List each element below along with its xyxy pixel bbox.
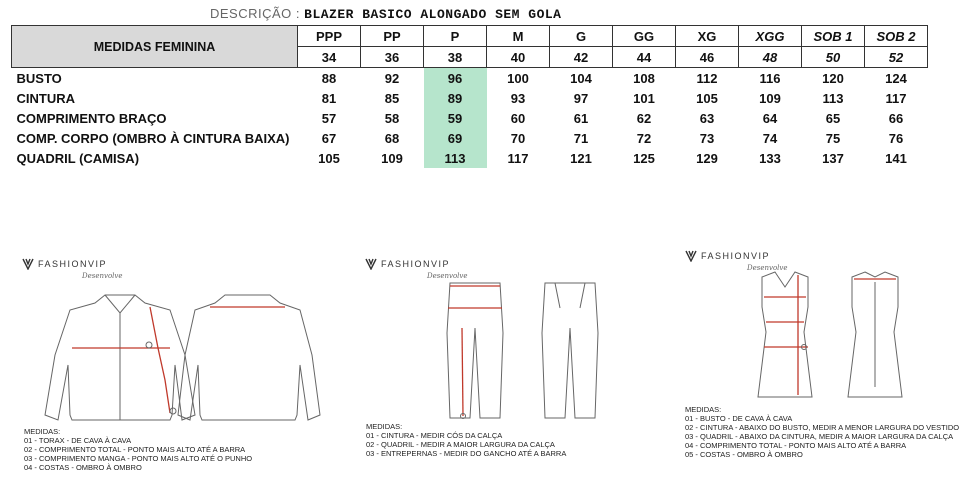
table-cell: 92 [384,70,400,86]
dress-panel [680,242,965,482]
table-cell: 141 [885,150,907,166]
size-number: 50 [802,47,865,68]
size-number: 36 [361,47,424,68]
table-cell: 113 [424,148,487,168]
size-label: GG [613,26,676,47]
table-cell: 121 [570,150,592,166]
brand-logo [685,250,788,272]
shirt-panel [10,250,330,485]
table-cell: 137 [822,150,844,166]
size-number: 34 [298,47,361,68]
description-value: BLAZER BASICO ALONGADO SEM GOLA [304,7,562,22]
brand-tag: Desenvolve [427,272,468,280]
note-line: 01 - TORAX - DE CAVA À CAVA [24,436,132,445]
dress-diagram [680,267,965,402]
row-label: CINTURA [16,90,75,106]
note-line: 04 - COMPRIMENTO TOTAL - PONTO MAIS ALTO ATÉ A BARRA [685,441,907,450]
table-cell: 73 [699,130,715,146]
note-line: 01 - BUSTO - DE CAVA À CAVA [685,414,793,423]
note-line: 02 - QUADRIL - MEDIR A MAIOR LARGURA DA CALÇA [366,440,555,449]
table-row [12,88,928,108]
table-cell: 108 [633,70,655,86]
brand-tag: Desenvolve [747,264,788,272]
size-number: 44 [613,47,676,68]
table-cell: 58 [384,110,400,126]
table-cell: 97 [573,90,589,106]
size-number: 46 [676,47,739,68]
size-label: M [487,26,550,47]
note-line: MEDIDAS: [366,422,403,431]
table-cell: 59 [424,108,487,128]
size-number: 42 [550,47,613,68]
size-label: SOB 2 [865,26,928,47]
description-line [210,6,561,22]
table-cell: 125 [633,150,655,166]
table-cell: 89 [424,88,487,108]
brand-name: FASHIONVIP [38,259,108,269]
table-cell: 109 [381,150,403,166]
table-row [12,108,928,128]
table-cell: 105 [696,90,718,106]
table-cell: 71 [573,130,589,146]
size-label: PP [361,26,424,47]
table-cell: 70 [510,130,526,146]
table-row [12,68,928,89]
note-line: MEDIDAS: [685,405,722,414]
brand-name: FASHIONVIP [701,251,771,261]
pants-diagram [360,278,650,423]
row-label: COMPRIMENTO BRAÇO [16,110,167,126]
brand-name: FASHIONVIP [381,259,451,269]
table-cell: 93 [510,90,526,106]
size-label: XG [676,26,739,47]
note-line: 02 - COMPRIMENTO TOTAL - PONTO MAIS ALTO ATÉ A BARRA [24,445,246,454]
brand-logo [22,258,123,280]
table-cell: 66 [888,110,904,126]
row-label: QUADRIL (CAMISA) [16,150,140,166]
brand-mark-icon [22,258,34,270]
size-table [11,25,928,168]
brand-logo [365,258,468,280]
table-row [12,148,928,168]
table-cell: 61 [573,110,589,126]
table-cell: 109 [759,90,781,106]
row-label: BUSTO [16,70,62,86]
table-cell: 85 [384,90,400,106]
size-header-row [12,26,928,47]
size-number: 38 [424,47,487,68]
note-line: 03 - ENTREPERNAS - MEDIR DO GANCHO ATÉ A BARRA [366,449,567,458]
table-cell: 117 [885,90,907,106]
note-line: 03 - COMPRIMENTO MANGA - PONTO MAIS ALTO ATÉ O PUNHO [24,454,253,463]
brand-mark-icon [365,258,377,270]
table-cell: 96 [424,68,487,89]
table-cell: 113 [822,90,844,106]
table-cell: 120 [822,70,844,86]
table-cell: 105 [318,150,340,166]
table-cell: 88 [321,70,337,86]
brand-tag: Desenvolve [82,272,123,280]
table-cell: 57 [321,110,337,126]
pants-notes [366,422,566,458]
table-cell: 67 [321,130,337,146]
table-cell: 62 [636,110,652,126]
table-cell: 74 [762,130,778,146]
table-cell: 68 [384,130,400,146]
table-cell: 63 [699,110,715,126]
table-cell: 101 [633,90,655,106]
table-cell: 117 [507,150,529,166]
table-cell: 81 [321,90,337,106]
table-cell: 72 [636,130,652,146]
size-label: P [424,26,487,47]
size-label: G [550,26,613,47]
table-cell: 60 [510,110,526,126]
note-line: 03 - QUADRIL - ABAIXO DA CINTURA, MEDIR A MAIOR LARGURA DA CALÇA [685,432,954,441]
note-line: MEDIDAS: [24,427,61,436]
size-label: SOB 1 [802,26,865,47]
table-cell: 112 [696,70,718,86]
table-cell: 65 [825,110,841,126]
row-label: COMP. CORPO (OMBRO À CINTURA BAIXA) [16,130,290,146]
size-number: 52 [865,47,928,68]
table-cell: 64 [762,110,778,126]
table-cell: 116 [759,70,781,86]
size-number: 40 [487,47,550,68]
table-row [12,128,928,148]
table-cell: 100 [507,70,529,86]
size-label: PPP [298,26,361,47]
brand-mark-icon [685,250,697,262]
note-line: 05 - COSTAS - OMBRO À OMBRO [685,450,803,459]
shirt-notes [24,427,252,472]
table-cell: 69 [424,128,487,148]
note-line: 02 - CINTURA - ABAIXO DO BUSTO, MEDIR A MENOR LARGURA DO VESTIDO [685,423,960,432]
table-cell: 75 [825,130,841,146]
note-line: 01 - CINTURA - MEDIR CÓS DA CALÇA [366,431,503,440]
dress-notes [685,405,959,459]
size-number: 48 [739,47,802,68]
table-cell: 76 [888,130,904,146]
table-cell: 104 [570,70,592,86]
pants-panel [360,250,650,485]
table-title: MEDIDAS FEMININA [12,26,298,68]
size-label: XGG [739,26,802,47]
table-cell: 133 [759,150,781,166]
table-cell: 129 [696,150,718,166]
description-label: DESCRIÇÃO : [210,6,301,21]
table-cell: 124 [885,70,907,86]
note-line: 04 - COSTAS - OMBRO À OMBRO [24,463,142,472]
